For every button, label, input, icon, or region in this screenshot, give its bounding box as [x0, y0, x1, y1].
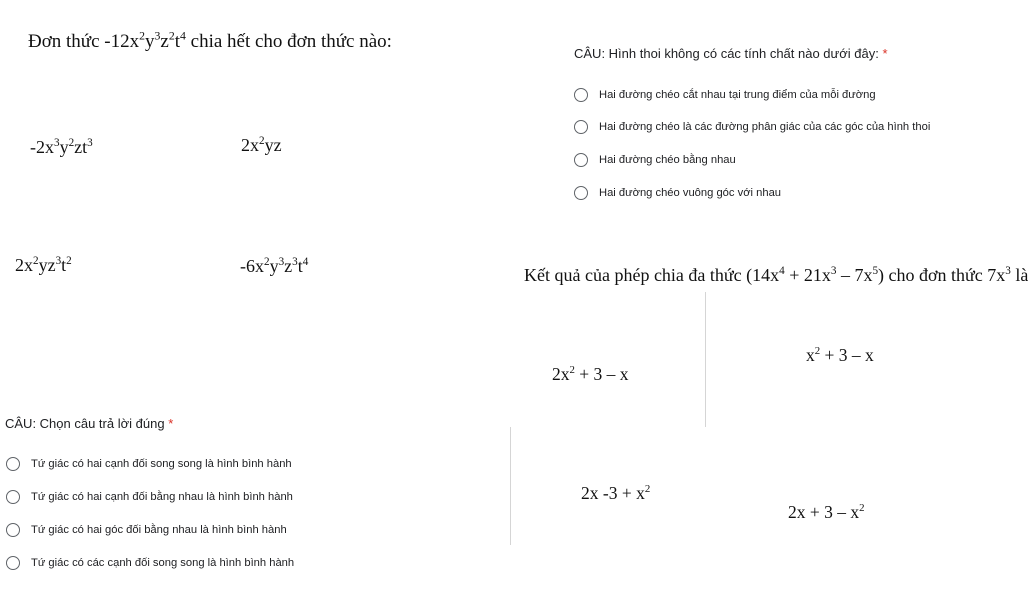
q3-answer-a[interactable]: $2x^2 + 3 - x$ — [552, 364, 629, 384]
radio-button[interactable] — [6, 523, 20, 537]
radio-button[interactable] — [574, 186, 588, 200]
option-label: Tứ giác có các cạnh đối song song là hình bình hành — [31, 557, 295, 569]
option-label: Hai đường chéo bằng nhau — [599, 154, 736, 166]
option-label: Hai đường chéo cắt nhau tại trung điểm của mỗi đường — [599, 89, 876, 101]
q3-answer-d[interactable]: $2x + 3 - x^2$ — [788, 502, 865, 522]
radio-button[interactable] — [6, 556, 20, 570]
radio-button[interactable] — [6, 457, 20, 471]
q1-option-a[interactable]: $-2x^3y^2zt^3$ — [30, 137, 93, 157]
q4-option-3[interactable] — [6, 523, 287, 537]
radio-button[interactable] — [574, 88, 588, 102]
q2-option-3[interactable] — [574, 153, 736, 167]
q3-answer-c[interactable]: 2x $-3 + x^2$ — [581, 483, 651, 503]
q4-option-2[interactable] — [6, 490, 293, 504]
option-label: Tứ giác có hai góc đối bằng nhau là hình bình hành — [31, 524, 287, 536]
q1-option-c[interactable]: $2x^2yz^3t^2$ — [15, 255, 72, 275]
q4-title: CÂU: Chọn câu trả lời đúng * — [5, 416, 174, 431]
q3-title: Kết quả của phép chia đa thức $(14x^4 + 21x^3 - 7x^5)$ cho đơn thức $7x^3$ là — [524, 265, 1028, 285]
radio-button[interactable] — [574, 153, 588, 167]
q1-option-b[interactable]: $2x^2yz$ — [241, 135, 282, 155]
q2-option-2[interactable] — [574, 120, 930, 134]
q2-option-1[interactable] — [574, 88, 876, 102]
q1-option-d[interactable]: $-6x^2y^3z^3t^4$ — [240, 256, 309, 276]
option-label: Tứ giác có hai cạnh đối song song là hình bình hành — [31, 458, 292, 470]
q4-option-4[interactable] — [6, 556, 294, 570]
option-label: Tứ giác có hai cạnh đối bằng nhau là hình bình hành — [31, 491, 293, 503]
required-mark: * — [882, 46, 888, 61]
divider-vertical — [705, 292, 706, 427]
radio-button[interactable] — [6, 490, 20, 504]
option-label: Hai đường chéo là các đường phân giác của các góc của hình thoi — [599, 121, 931, 133]
q2-title: CÂU: Hình thoi không có các tính chất nào dưới đây: * — [574, 46, 888, 61]
radio-button[interactable] — [574, 120, 588, 134]
option-label: Hai đường chéo vuông góc với nhau — [599, 187, 782, 199]
q1-title: Đơn thức $-12x^2y^3z^2t^4$ chia hết cho đơn thức nào: — [28, 29, 392, 52]
q2-option-4[interactable] — [574, 186, 781, 200]
q4-option-1[interactable] — [6, 457, 292, 471]
q3-answer-b[interactable]: $x^2 + 3 - x$ — [806, 345, 874, 365]
required-mark: * — [168, 416, 174, 431]
divider-vertical — [510, 427, 511, 545]
